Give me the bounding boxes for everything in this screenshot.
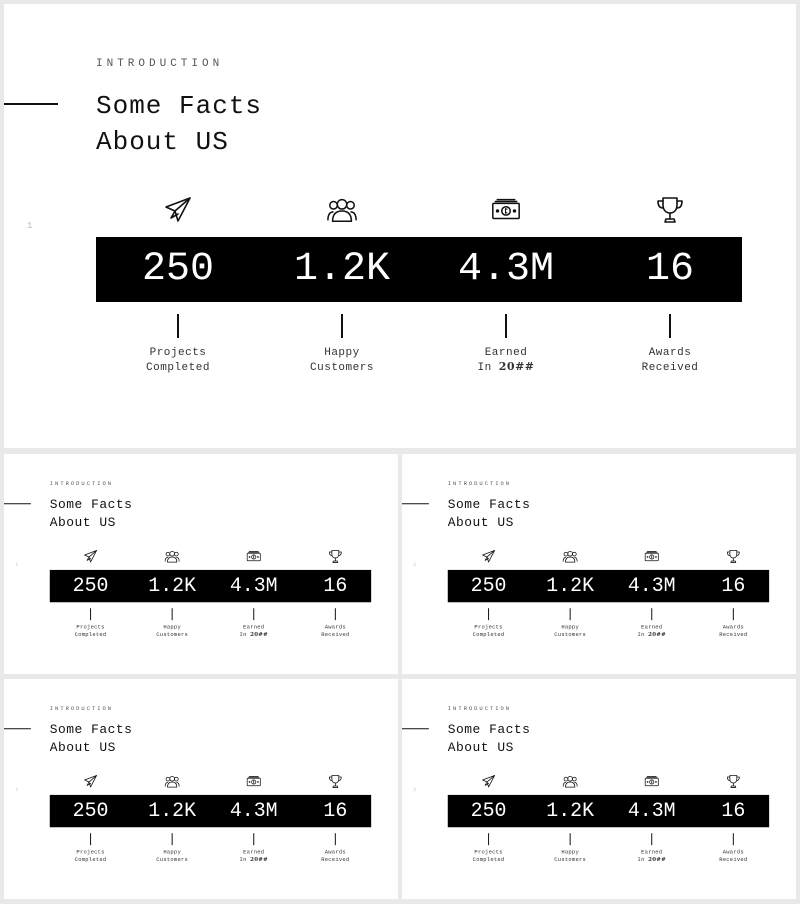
- stat-label-line-2: Completed: [74, 632, 107, 639]
- slide-kicker: INTRODUCTION: [447, 705, 512, 712]
- stat-connector: [172, 608, 173, 620]
- users-icon: [324, 192, 360, 228]
- stat-label: [56, 849, 126, 863]
- stat-label: [272, 346, 412, 375]
- trophy-icon: [724, 773, 742, 791]
- paper-plane-icon: [480, 548, 498, 566]
- stat-label-line-2: Received: [321, 857, 350, 864]
- stat-value: 4.3M: [627, 574, 676, 598]
- stat-value: 1.2K: [293, 247, 390, 292]
- stat-value: 1.2K: [148, 574, 197, 598]
- stat-value: 16: [645, 247, 694, 292]
- title-line-1: Some Facts: [96, 91, 263, 121]
- users-icon: [163, 773, 181, 791]
- slide-thumbnail-3[interactable]: [4, 679, 398, 899]
- stat-label-line-2: Completed: [472, 632, 505, 639]
- trophy-icon: [652, 192, 688, 228]
- stat-label-line-2: Completed: [472, 857, 505, 864]
- trophy-icon: [326, 773, 344, 791]
- slide-title: [448, 721, 531, 757]
- title-rule: [4, 503, 31, 504]
- slide-content: [402, 679, 796, 899]
- stat-label: [436, 346, 576, 375]
- stat-label-line-1: Awards: [324, 849, 346, 856]
- stat-label-line-1: Projects: [149, 347, 207, 359]
- stat-connector: [505, 314, 507, 338]
- title-line-2: About US: [49, 740, 116, 756]
- stat-connector: [253, 833, 254, 845]
- stat-connector: [651, 608, 652, 620]
- stat-label-line-2: Customers: [310, 362, 374, 374]
- stat-connector: [90, 833, 91, 845]
- stat-label: [617, 849, 687, 863]
- slide-main: [4, 4, 796, 448]
- stat-label-line-2: In 20##: [637, 856, 666, 864]
- title-rule: [4, 103, 58, 105]
- stat-value: 16: [721, 799, 746, 823]
- title-line-2: About US: [447, 515, 514, 531]
- slide-content: [402, 454, 796, 674]
- paper-plane-icon: [160, 192, 196, 228]
- stat-label: [699, 849, 769, 863]
- slide-kicker: INTRODUCTION: [49, 705, 114, 712]
- slide-kicker: INTRODUCTION: [49, 480, 114, 487]
- stat-label-line-1: Happy: [561, 624, 579, 631]
- stat-label: [600, 346, 740, 375]
- stat-label-line-1: Earned: [641, 849, 663, 856]
- stat-value: 4.3M: [229, 574, 278, 598]
- stat-label: [699, 624, 769, 638]
- stat-label-line-2: Completed: [146, 362, 210, 374]
- title-line-1: Some Facts: [447, 722, 531, 738]
- stat-value: 1.2K: [546, 574, 595, 598]
- stat-connector: [733, 833, 734, 845]
- stat-connector: [177, 314, 179, 338]
- stat-label-line-1: Happy: [163, 849, 181, 856]
- slide-title: [448, 496, 531, 532]
- slide-title: [96, 88, 262, 160]
- stat-label: [301, 624, 371, 638]
- stat-value: 16: [721, 574, 746, 598]
- side-mark: 1: [413, 561, 417, 567]
- stat-label: [454, 849, 524, 863]
- money-icon: [245, 773, 263, 791]
- users-icon: [561, 773, 579, 791]
- stat-value: 250: [141, 247, 214, 292]
- stat-label-line-2: In 20##: [239, 856, 268, 864]
- stat-connector: [90, 608, 91, 620]
- title-line-2: About US: [96, 127, 229, 157]
- stat-label-line-1: Awards: [722, 849, 744, 856]
- money-icon: [643, 773, 661, 791]
- stat-connector: [669, 314, 671, 338]
- stat-value: 1.2K: [546, 799, 595, 823]
- stat-label: [301, 849, 371, 863]
- slide-title: [50, 496, 133, 532]
- title-line-1: Some Facts: [49, 497, 133, 513]
- stat-label: [56, 624, 126, 638]
- stat-label-line-2: Customers: [554, 857, 587, 864]
- users-icon: [561, 548, 579, 566]
- stat-connector: [651, 833, 652, 845]
- stat-connector: [335, 833, 336, 845]
- trophy-icon: [326, 548, 344, 566]
- stat-label-line-2: Received: [641, 362, 699, 374]
- stat-connector: [335, 608, 336, 620]
- stat-label: [219, 849, 289, 863]
- slide-content: [4, 4, 796, 448]
- stat-value: 4.3M: [627, 799, 676, 823]
- stat-label: [454, 624, 524, 638]
- stat-value: 250: [470, 799, 507, 823]
- stat-label-line-2: Received: [719, 632, 748, 639]
- stat-label-line-1: Projects: [474, 624, 503, 631]
- title-rule: [402, 503, 429, 504]
- title-line-1: Some Facts: [49, 722, 133, 738]
- paper-plane-icon: [480, 773, 498, 791]
- paper-plane-icon: [82, 548, 100, 566]
- title-line-1: Some Facts: [447, 497, 531, 513]
- side-mark: 1: [413, 786, 417, 792]
- stat-label-line-2: In 20##: [477, 360, 535, 374]
- money-icon: [643, 548, 661, 566]
- users-icon: [163, 548, 181, 566]
- paper-plane-icon: [82, 773, 100, 791]
- stat-label-line-1: Earned: [243, 849, 265, 856]
- stat-label-line-1: Projects: [76, 849, 105, 856]
- stat-connector: [570, 833, 571, 845]
- slide-content: [4, 679, 398, 899]
- stat-label: [137, 849, 207, 863]
- stat-connector: [253, 608, 254, 620]
- stat-label: [108, 346, 248, 375]
- stat-label-line-2: Completed: [74, 857, 107, 864]
- side-mark: 1: [27, 221, 33, 231]
- stat-label-line-1: Happy: [324, 347, 360, 359]
- stat-label-line-2: Customers: [156, 632, 189, 639]
- stat-value: 4.3M: [229, 799, 278, 823]
- stat-label: [535, 624, 605, 638]
- stat-label-line-1: Earned: [641, 624, 663, 631]
- stat-value: 16: [323, 574, 348, 598]
- slide-title: [50, 721, 133, 757]
- stat-label-line-1: Awards: [324, 624, 346, 631]
- slide-thumbnail-2[interactable]: [402, 454, 796, 674]
- stat-value: 250: [470, 574, 507, 598]
- stat-label-line-2: Customers: [554, 632, 587, 639]
- slide-kicker: INTRODUCTION: [96, 58, 224, 70]
- stat-label: [219, 624, 289, 638]
- title-line-2: About US: [49, 515, 116, 531]
- stat-label-line-1: Awards: [722, 624, 744, 631]
- stat-connector: [488, 608, 489, 620]
- stat-value: 4.3M: [457, 247, 554, 292]
- title-line-2: About US: [447, 740, 514, 756]
- stat-connector: [172, 833, 173, 845]
- stat-label-line-2: Received: [321, 632, 350, 639]
- title-rule: [402, 728, 429, 729]
- stat-label-line-2: In 20##: [637, 631, 666, 639]
- title-rule: [4, 728, 31, 729]
- stat-label-line-1: Happy: [561, 849, 579, 856]
- stat-connector: [733, 608, 734, 620]
- stat-value: 16: [323, 799, 348, 823]
- stat-label-line-1: Earned: [243, 624, 265, 631]
- money-icon: [488, 192, 524, 228]
- stat-connector: [570, 608, 571, 620]
- slide-content: [4, 454, 398, 674]
- side-mark: 1: [15, 561, 19, 567]
- stat-connector: [341, 314, 343, 338]
- slide-thumbnail-4[interactable]: [402, 679, 796, 899]
- stat-label-line-2: Customers: [156, 857, 189, 864]
- stat-label-line-1: Earned: [484, 347, 528, 359]
- stat-label-line-1: Projects: [474, 849, 503, 856]
- money-icon: [245, 548, 263, 566]
- stat-value: 250: [72, 799, 109, 823]
- stat-label-line-2: Received: [719, 857, 748, 864]
- stat-label-line-1: Projects: [76, 624, 105, 631]
- stat-label-line-2: In 20##: [239, 631, 268, 639]
- stat-value: 1.2K: [148, 799, 197, 823]
- trophy-icon: [724, 548, 742, 566]
- stat-label-line-1: Happy: [163, 624, 181, 631]
- stat-label: [535, 849, 605, 863]
- stat-value: 250: [72, 574, 109, 598]
- stat-label-line-1: Awards: [648, 347, 692, 359]
- stat-label: [617, 624, 687, 638]
- slide-kicker: INTRODUCTION: [447, 480, 512, 487]
- slide-thumbnail-1[interactable]: [4, 454, 398, 674]
- stat-label: [137, 624, 207, 638]
- stat-connector: [488, 833, 489, 845]
- side-mark: 1: [15, 786, 19, 792]
